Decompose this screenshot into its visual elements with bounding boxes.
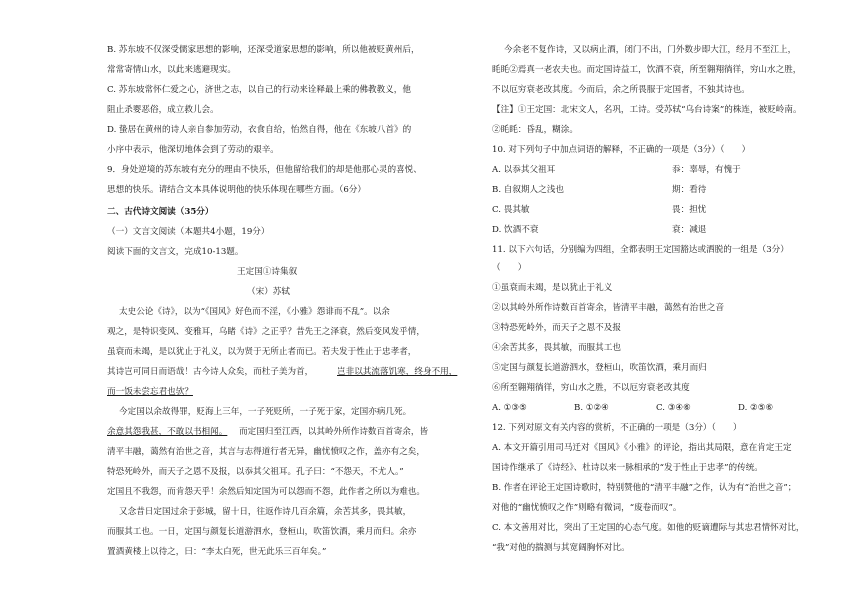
q10-option-explanation: 衰：减退 — [672, 225, 707, 235]
text-line: 虽衰而未竭，是以犹止于礼义，以为贤于无所止者而已。若夫发于性止于忠孝者， — [107, 347, 417, 357]
text-line: ④余苦其多，畏其敏，而服其工也 — [492, 343, 621, 353]
q11-option: B. ①②④ — [574, 403, 609, 413]
text-line: C. 本文善用对比，突出了王定国的心态气度。如他的贬谪遭际与其忠君情怀对比， — [492, 523, 805, 533]
q10-option-sentence: A. 以忝其父祖耳 — [492, 165, 556, 175]
text-line: ②眊眊：昏乱，糊涂。 — [492, 125, 578, 135]
text-line: 太史公论《诗》，以为“《国风》好色而不淫，《小雅》怨诽而不乱”。以余 — [119, 307, 390, 317]
text-line: 11. 以下六句话，分别编为四组，全都表明王定国豁达或洒脱的一组是（3分） — [492, 245, 789, 255]
text-line: 余意其怨我甚，不敢以书相闻。 — [107, 427, 228, 437]
text-line: 清平丰融，蔼然有治世之音，其言与志得道行者无异，幽忧愤叹之作，盖亦有之矣， — [107, 447, 425, 457]
text-line: 置酒黄楼上以待之，曰：“李太白死，世无此乐三百年矣。” — [107, 547, 327, 557]
text-line: 今余老不复作诗，又以病止酒，闭门不出，门外数步即大江，经月不至江上， — [504, 45, 797, 55]
text-line: 国诗作继承了《诗经》、杜诗以来一脉相承的“发于性止于忠孝”的传统。 — [492, 463, 763, 473]
text-line: 10. 对下列句子中加点词语的解释，不正确的一项是（3分）（ ） — [492, 145, 751, 155]
q10-option-sentence: D. 饮酒不衰 — [492, 225, 539, 235]
text-line: 二、古代诗文阅读（35分） — [107, 207, 214, 217]
text-line: ⑤定国与颜复长道游泗水，登桓山，吹笛饮酒，乘月而归 — [492, 363, 707, 373]
q10-option-explanation: 畏：担忧 — [672, 205, 707, 215]
text-line: ②以其岭外所作诗数百首寄余，皆清平丰融，蔼然有治世之音 — [492, 303, 725, 313]
text-line: 而服其工也。一日，定国与颜复长道游泗水，登桓山，吹笛饮酒，乘月而归。余亦 — [107, 527, 417, 537]
text-line: 常常寄情山水，以此来逃避现实。 — [107, 65, 236, 75]
text-line: 而一饭未尝忘君也欤？ — [107, 387, 193, 397]
text-line: 阻止杀婴恶俗，成立救儿会。 — [107, 105, 219, 115]
text-line: “我”对他的揣测与其宽阔胸怀对比。 — [492, 543, 630, 553]
text-line: 阅读下面的文言文，完成10-13题。 — [107, 247, 244, 257]
text-line: 不以厄穷衰老改其度。今而后，余之所畏服于定国者，不独其诗也。 — [492, 85, 750, 95]
text-line: ③特恐死岭外，而天子之恩不及报 — [492, 323, 621, 333]
text-line: （一）文言文阅读（本题共4小题，19分） — [107, 227, 270, 237]
q11-option: D. ②⑤⑥ — [738, 403, 774, 413]
text-line: ⑥所至翱翔徜徉，穷山水之胜，不以厄穷衰老改其度 — [492, 383, 690, 393]
text-line: 今定国以余故得罪，贬海上三年，一子死贬所，一子死于家，定国亦病几死。 — [119, 407, 412, 417]
text-line: A. 本文开篇引用司马迁对《国风》《小雅》的评论，指出其局限，意在肯定王定 — [492, 443, 792, 453]
text-line: 岂非以其流落饥寒，终身不用， — [337, 367, 458, 377]
text-line: 王定国①诗集叙 — [237, 267, 298, 277]
text-line: （宋）苏轼 — [247, 287, 290, 297]
text-line: 思想的快乐。请结合文本具体说明他的快乐体现在哪些方面。（6分） — [107, 185, 366, 195]
text-line: 【注】①王定国：北宋文人，名巩，工诗。受苏轼“乌台诗案”的株连，被贬岭南。 — [492, 105, 802, 115]
text-line: 眊眊②焉真一老农夫也。而定国诗益工，饮酒不衰，所至翱翔徜徉，穷山水之胜， — [492, 65, 802, 75]
text-line: B. 作者在评论王定国诗歌时，特别赞他的“清平丰融”之作，认为有“治世之音”； — [492, 483, 797, 493]
q10-option-sentence: B. 自叙期人之浅也 — [492, 185, 564, 195]
text-line: （ ） — [492, 263, 527, 273]
text-line: C. 苏东坡常怀仁爱之心，济世之志，以自己的行动来诠释最上乘的佛教教义，他 — [107, 85, 411, 95]
text-line: 观之，是特识变风、变雅耳，乌睹《诗》之正乎？昔先王之泽衰，然后变风发乎情， — [107, 327, 425, 337]
text-line: 小序中表示，他深切地体会到了劳动的艰辛。 — [107, 145, 279, 155]
text-line: 9．身处逆境的苏东坡有充分的理由不快乐，但他留给我们的却是他那心灵的喜悦、 — [107, 165, 422, 175]
text-line: 对他的“幽忧愤叹之作”则略有微词，“废卷而叹”。 — [492, 503, 682, 513]
text-line: 定国且不我怨，而肯怨天乎！余然后知定国为可以怨而不怨，此作者之所以为难也。 — [107, 487, 425, 497]
text-line: 特恐死岭外，而天子之恩不及报，以忝其父祖耳。孔子曰：“不怨天，不尤人。” — [107, 467, 404, 477]
q10-option-explanation: 忝：辜辱，有愧于 — [672, 165, 741, 175]
q10-option-sentence: C. 畏其敏 — [492, 205, 530, 215]
text-line: 而定国归至江西，以其岭外所作诗数百首寄余，皆 — [239, 427, 429, 437]
q10-option-explanation: 期：看待 — [672, 185, 707, 195]
q11-option: A. ①③⑤ — [492, 403, 527, 413]
q11-option: C. ③④⑥ — [656, 403, 691, 413]
text-line: B. 苏东坡不仅深受儒家思想的影响，还深受道家思想的影响，所以他被贬黄州后， — [107, 45, 420, 55]
text-line: 又念昔日定国过余于彭城，留十日，往返作诗几百余篇，余苦其多，畏其敏， — [119, 507, 412, 517]
text-line: D. 蛰居在黄州的诗人亲自参加劳动，衣食自给，怡然自得，他在《东坡八首》的 — [107, 125, 412, 135]
text-line: ①虽衰而未竭，是以犹止于礼义 — [492, 283, 613, 293]
text-line: 12. 下列对原文有关内容的赏析，不正确的一项是（3分）（ ） — [492, 423, 742, 433]
text-line: 其诗岂可同日而语哉！古今诗人众矣，而杜子美为首， — [107, 367, 314, 377]
